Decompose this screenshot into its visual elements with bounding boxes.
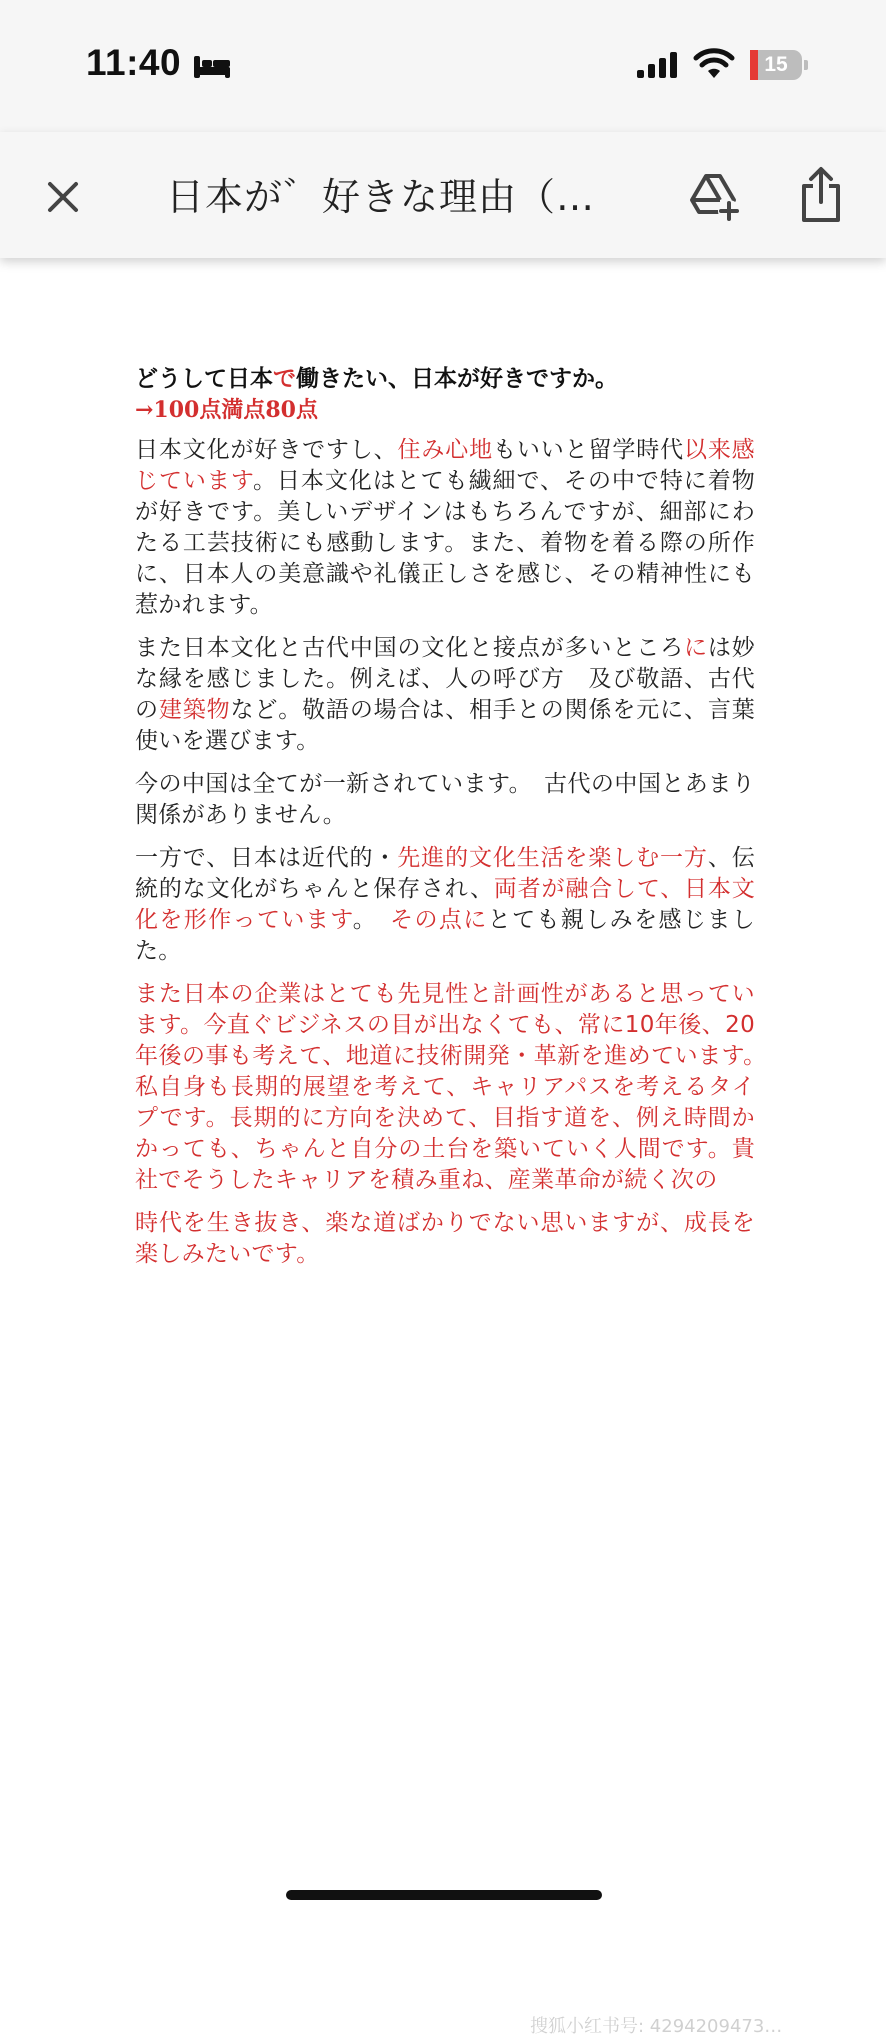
paragraph-text: 一方で、日本は近代的・ — [135, 845, 398, 871]
paragraph-text: とても親しみを感じました。 — [135, 907, 755, 964]
paragraph — [135, 769, 755, 831]
paragraph-list — [135, 435, 779, 1270]
paragraph-text: 今の中国は全てが一新されています。 古代の中国とあまり関係がありません。 — [135, 771, 755, 828]
paragraph — [135, 843, 755, 967]
question-part-3: 働きたい、日本が好きですか。 — [296, 366, 618, 392]
paragraph-text: また日本文化と古代中国の文化と接点が多いところ — [135, 635, 684, 661]
paragraph — [135, 1208, 755, 1270]
paragraph-text: は妙な縁を感じました。例えば、人の呼び方 及び敬語、古代の — [135, 635, 755, 723]
document-header — [0, 132, 886, 258]
share-icon[interactable] — [796, 164, 846, 224]
paragraph — [135, 633, 755, 757]
question-heading — [135, 364, 755, 395]
document-page[interactable] — [0, 258, 886, 2037]
home-indicator[interactable] — [286, 1890, 602, 1900]
question-part-1: どうして日本 — [135, 366, 273, 392]
close-icon[interactable] — [38, 172, 88, 222]
battery-cap — [804, 60, 808, 70]
document-title: 日本が゛好きな理由（… — [166, 175, 596, 219]
paragraph-text: 。日本文化はとても繊細で、その中で特に着物が好きです。美しいデザインはもちろんですが、細部にわたる工芸技術にも感動します。また、着物を着る際の所作に、日本人の美意識や礼儀正しさを感じ、その精神性にも惹かれます。 — [135, 468, 755, 618]
highlighted-text: 以来感じています — [135, 437, 755, 494]
paragraph-text: 、伝統的な文化がちゃんと保存され、 — [135, 845, 755, 902]
document-body — [135, 364, 779, 1282]
battery-percent: 15 — [764, 53, 788, 76]
highlighted-text: 住み心地 — [397, 437, 494, 463]
highlighted-text: 先進的文化生活を楽しむ一方 — [397, 845, 708, 871]
highlighted-text: 時代を生き抜き、楽な道ばかりでない思いますが、成長を楽しみたいです。 — [135, 1210, 755, 1267]
signal-icon — [635, 50, 679, 80]
highlighted-text: また日本の企業はとても先見性と計画性があると思っています。今直ぐビジネスの目が出なくても、常に10年後、20年後の事も考えて、地道に技術開発・革新を進めています。 私自身も長期的展望を考えて、キャリアパスを考えるタイプです。長期的に方向を決めて、目指す道を、例え時間かかっても、ちゃんと自分の土台を築いていく人間です。貴社でそうしたキャリアを積み重ね、産業革命が続く次の — [135, 981, 779, 1193]
highlighted-text: その点に — [390, 907, 488, 933]
status-bar — [0, 0, 886, 132]
score-note: →100点満点80点 — [135, 397, 318, 423]
highlighted-text: 建築物 — [158, 697, 231, 723]
drive-add-icon[interactable] — [686, 168, 742, 224]
paragraph-text: 。 — [352, 907, 391, 933]
highlighted-text: 両者が融合して、日本文化を形作っています — [135, 876, 755, 933]
battery-body — [750, 50, 802, 80]
paragraph-text: もいいと留学時代 — [493, 437, 684, 463]
paragraph — [135, 979, 779, 1196]
paragraph-text: 日本文化が好きですし、 — [135, 437, 398, 463]
battery-icon — [750, 50, 808, 80]
paragraph — [135, 435, 755, 621]
question-part-2: で — [273, 366, 296, 392]
status-time: 11:40 — [86, 42, 182, 83]
highlighted-text: に — [683, 635, 708, 661]
wifi-icon — [694, 48, 734, 80]
watermark: 搜狐小红书号: 4294209473… — [530, 2016, 783, 2037]
bed-icon — [192, 54, 232, 80]
paragraph-text: など。敬語の場合は、相手との関係を元に、言葉使いを選びます。 — [135, 697, 755, 754]
